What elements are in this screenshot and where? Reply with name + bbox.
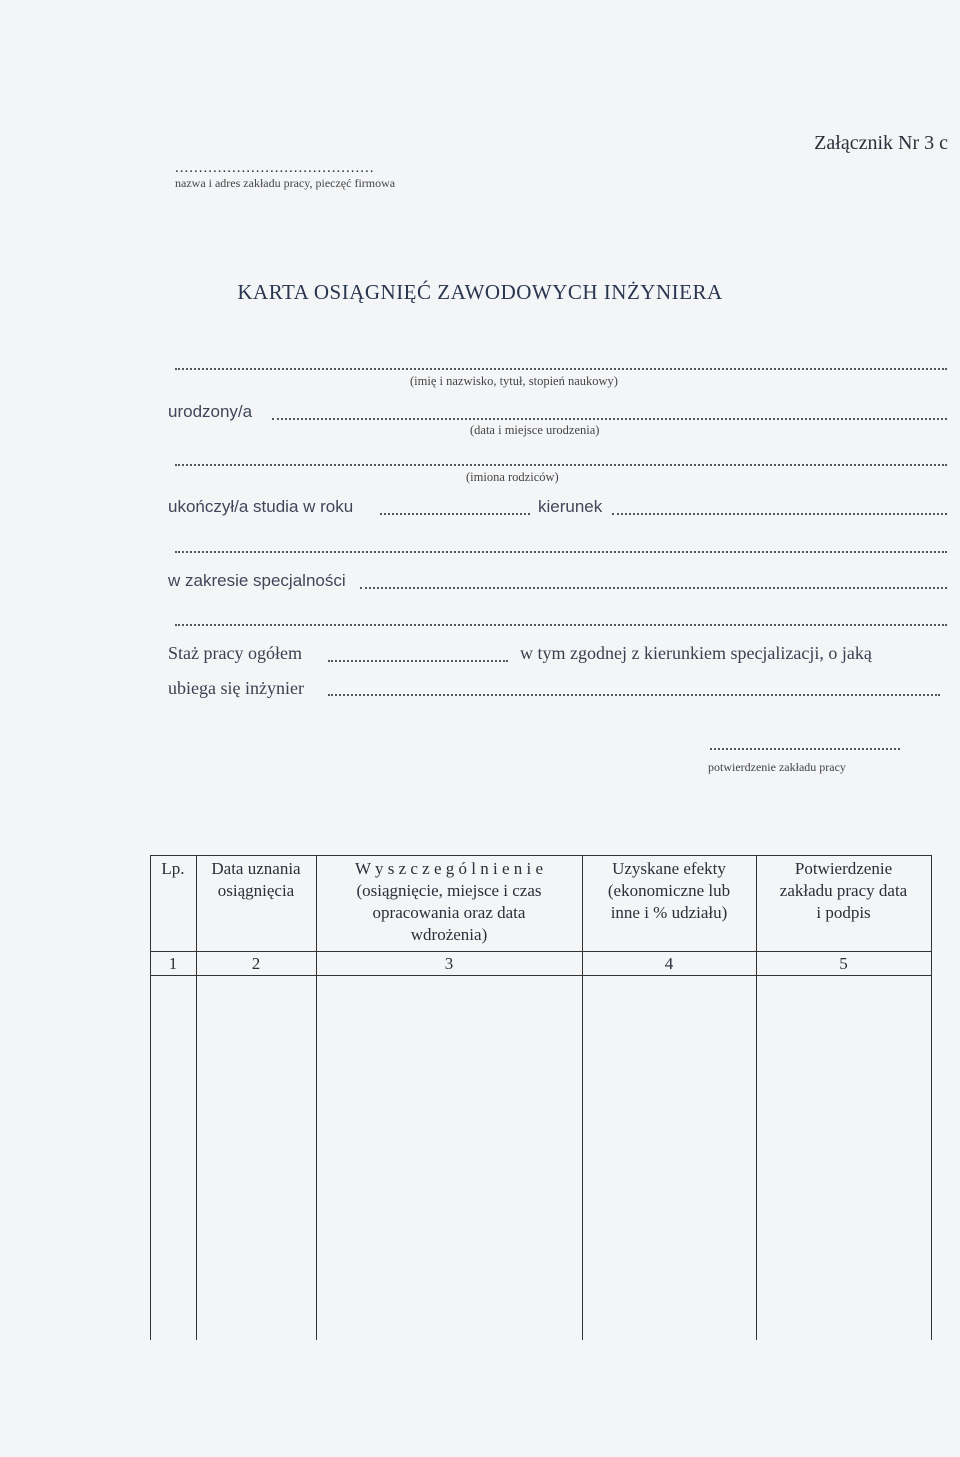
header-effects: [582, 858, 756, 924]
achievements-table: [150, 855, 932, 1340]
header-date-line-1: Data uznania: [211, 859, 301, 878]
parents-caption: (imiona rodziców): [466, 470, 559, 484]
direction-line-2[interactable]: [175, 551, 947, 553]
header-date-line-2: osiągnięcia: [217, 881, 295, 900]
header-confirmation: [756, 858, 931, 924]
col-number-2: 2: [251, 954, 261, 973]
name-line[interactable]: [175, 368, 947, 370]
specialty-line[interactable]: [360, 587, 947, 589]
header-description-line-3: opracowania oraz data: [372, 903, 526, 922]
experience-mid: w tym zgodnej z kierunkiem specjalizacji, o jaką: [520, 643, 872, 663]
table-border-right: [931, 855, 932, 1340]
header-effects-line-2: (ekonomiczne lub: [607, 881, 731, 900]
born-line[interactable]: [272, 418, 947, 420]
header-effects-line-1: Uzyskane efekty: [612, 859, 726, 878]
table-border-top: [150, 855, 932, 856]
graduated-label: ukończył/a studia w roku: [168, 497, 354, 516]
direction-label: kierunek: [538, 497, 603, 516]
header-date: [196, 858, 316, 902]
body-cell-confirmation[interactable]: [757, 976, 931, 1340]
header-confirmation-line-3: i podpis: [816, 903, 871, 922]
body-cell-effects[interactable]: [583, 976, 756, 1340]
body-cell-lp[interactable]: [151, 976, 196, 1340]
header-effects-line-3: inne i % udziału): [610, 903, 728, 922]
table-header-divider: [150, 951, 932, 952]
header-description-line-2: (osiągnięcie, miejsce i czas: [356, 881, 542, 900]
header-confirmation-line-1: Potwierdzenie: [794, 859, 893, 878]
company-caption: nazwa i adres zakładu pracy, pieczęć firmowa: [175, 176, 396, 190]
experience-label: Staż pracy ogółem: [168, 643, 302, 663]
body-cell-description[interactable]: [317, 976, 582, 1340]
born-label: urodzony/a: [168, 402, 253, 421]
direction-line[interactable]: [612, 513, 947, 515]
specialty-line-2[interactable]: [175, 624, 947, 626]
name-caption: (imię i nazwisko, tytuł, stopień naukowy): [410, 374, 618, 388]
header-confirmation-line-2: zakładu pracy data: [779, 881, 908, 900]
graduated-year-line[interactable]: [380, 513, 530, 515]
parents-line[interactable]: [175, 464, 947, 466]
born-caption: (data i miejsce urodzenia): [470, 423, 600, 437]
body-cell-date[interactable]: [197, 976, 316, 1340]
col-number-5: 5: [839, 954, 848, 973]
annex-number: Załącznik Nr 3 c: [814, 132, 948, 154]
col-number-1: 1: [168, 954, 178, 973]
confirmation-line[interactable]: [710, 748, 900, 750]
specialty-label: w zakresie specjalności: [168, 571, 346, 590]
col-number-4: 4: [664, 954, 674, 973]
page-title: KARTA OSIĄGNIĘĆ ZAWODOWYCH INŻYNIERA: [237, 280, 723, 304]
header-description-line-1: W y s z c z e g ó l n i e n i e: [354, 859, 544, 878]
applicant-label: ubiega się inżynier: [168, 678, 304, 698]
experience-line[interactable]: [328, 660, 508, 662]
header-description: [316, 858, 582, 946]
applicant-line[interactable]: [328, 694, 940, 696]
header-lp: Lp.: [161, 859, 185, 878]
header-description-line-4: wdrożenia): [410, 925, 488, 944]
company-dots: ..........................................: [175, 160, 375, 176]
col-number-3: 3: [444, 954, 454, 973]
confirmation-caption: potwierdzenie zakładu pracy: [708, 760, 846, 774]
